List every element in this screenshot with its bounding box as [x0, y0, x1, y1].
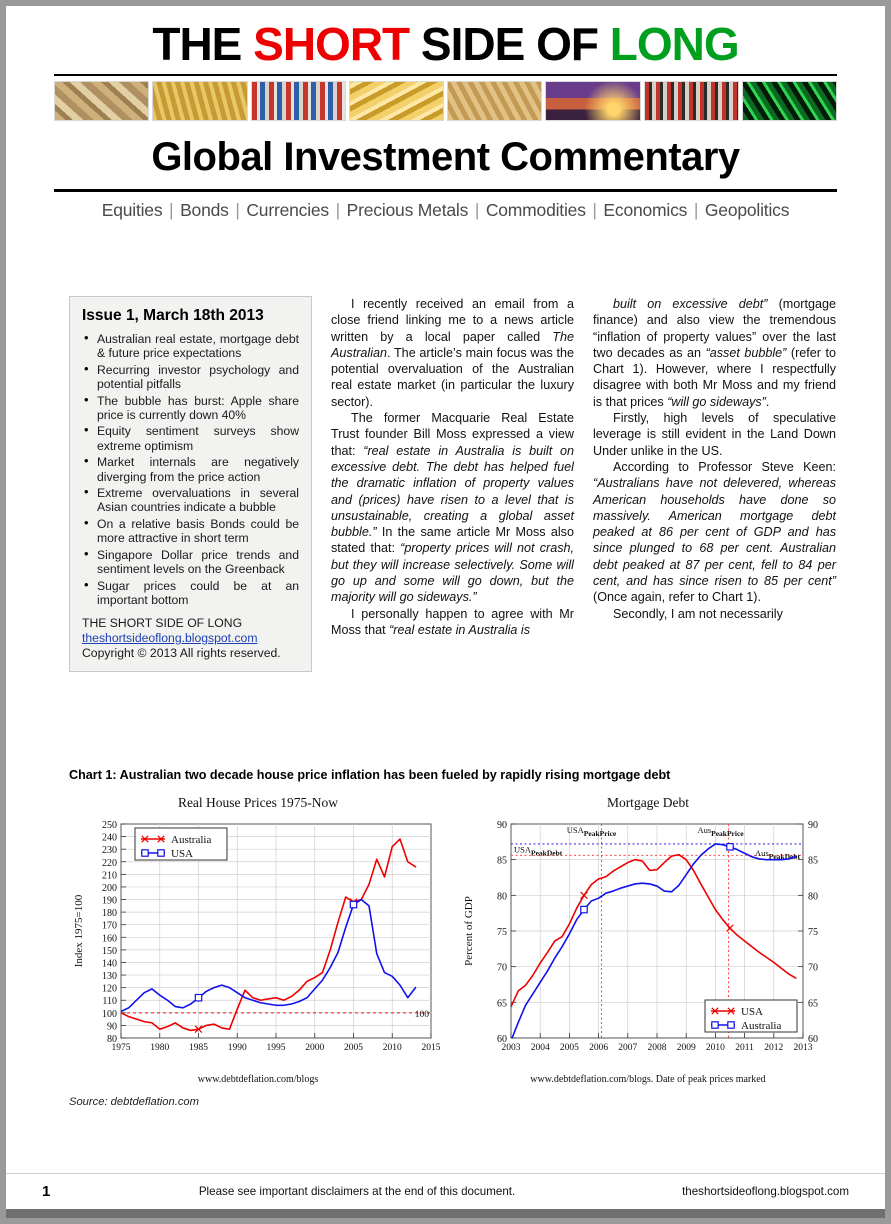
svg-text:2012: 2012 — [764, 1043, 784, 1053]
shipping-port-thumbnail — [251, 81, 346, 121]
paragraph: Secondly, I am not necessarily — [613, 606, 783, 621]
paragraph: Firstly, high levels of speculative leverage is still evident in the Land Down Under unlike in the US. — [593, 411, 836, 458]
svg-text:AusPeakPrice: AusPeakPrice — [697, 825, 744, 838]
svg-text:USA: USA — [171, 848, 194, 860]
svg-text:1995: 1995 — [266, 1043, 286, 1053]
brand-title-part-short: SHORT — [253, 18, 421, 70]
article-columns — [69, 296, 837, 672]
svg-text:80: 80 — [497, 891, 507, 903]
topic-equities: Equities — [101, 200, 163, 221]
svg-text:www.debtdeflation.com/blogs. D: www.debtdeflation.com/blogs. Date of peak prices marked — [530, 1074, 766, 1085]
masthead — [6, 6, 885, 121]
svg-text:AusPeakDebt: AusPeakDebt — [755, 847, 800, 861]
svg-text:2004: 2004 — [530, 1043, 550, 1053]
title-block — [6, 121, 885, 221]
svg-text:150: 150 — [102, 945, 117, 957]
svg-text:Australia: Australia — [171, 834, 212, 846]
mortgage-debt-svg — [459, 790, 837, 1090]
sidebar-brand-line: THE SHORT SIDE OF LONG — [82, 616, 243, 631]
svg-text:100: 100 — [414, 1009, 429, 1020]
masthead-divider — [54, 74, 837, 76]
svg-text:USAPeakPrice: USAPeakPrice — [566, 825, 617, 838]
svg-text:200: 200 — [102, 882, 117, 894]
svg-text:80: 80 — [808, 891, 818, 903]
svg-text:250: 250 — [102, 820, 117, 831]
svg-text:2008: 2008 — [647, 1043, 667, 1053]
svg-text:2005: 2005 — [559, 1043, 579, 1053]
svg-text:Percent of GDP: Percent of GDP — [463, 896, 475, 966]
svg-text:65: 65 — [808, 998, 818, 1010]
chart-block — [69, 768, 837, 1108]
thumbnail-strip — [54, 81, 837, 121]
svg-text:85: 85 — [808, 855, 818, 867]
svg-text:75: 75 — [808, 927, 818, 938]
svg-text:USA: USA — [741, 1006, 764, 1018]
topic-list: Equities | Bonds | Currencies | Precious Metals | Commodities | Economics | Geopolitics — [101, 200, 790, 221]
issue-summary-box — [69, 296, 312, 672]
svg-text:100: 100 — [102, 1008, 117, 1020]
body-column-two — [331, 296, 574, 638]
svg-text:2011: 2011 — [735, 1043, 754, 1053]
list-item: • Equity sentiment surveys show extreme optimism — [82, 424, 299, 453]
svg-text:2010: 2010 — [382, 1043, 402, 1053]
svg-text:1990: 1990 — [227, 1043, 247, 1053]
stock-chart-thumbnail — [742, 81, 837, 121]
svg-text:1985: 1985 — [189, 1043, 208, 1053]
svg-text:220: 220 — [102, 857, 117, 869]
brand-title-part-the: THE — [152, 18, 254, 70]
list-item: • Market internals are negatively diverging from the price action — [82, 455, 299, 484]
svg-text:1975: 1975 — [111, 1043, 131, 1053]
svg-text:85: 85 — [497, 855, 507, 867]
footer-disclaimer: Please see important disclaimers at the end of this document. — [198, 1184, 516, 1198]
svg-text:2009: 2009 — [676, 1043, 696, 1053]
svg-text:230: 230 — [102, 845, 117, 857]
svg-text:Mortgage Debt: Mortgage Debt — [606, 795, 690, 810]
svg-text:70: 70 — [497, 962, 507, 974]
svg-text:2015: 2015 — [421, 1043, 441, 1053]
chart-source: Source: debtdeflation.com — [69, 1096, 199, 1108]
svg-text:65: 65 — [497, 998, 507, 1010]
topic-geopolitics: Geopolitics — [704, 200, 790, 221]
paragraph: According to Professor Steve Keen: “Australians have not delevered, whereas American households have done so massively. American mortgage debt peaked at 86 per cent of GDP and has since plunged to 68 per cent. Australian debt peaked at 87 per cent, fell to 84 per cent, and has since risen to 85 per cent” (Once again, refer to Chart 1). — [593, 459, 836, 605]
svg-text:110: 110 — [102, 996, 117, 1008]
banknotes-thumbnail — [54, 81, 149, 121]
svg-text:90: 90 — [497, 820, 507, 831]
svg-text:210: 210 — [102, 870, 117, 882]
topic-bonds: Bonds — [180, 200, 229, 221]
topic-separator: | — [164, 200, 179, 221]
topic-precious-metals: Precious Metals — [346, 200, 469, 221]
svg-text:140: 140 — [102, 958, 117, 970]
list-item: • Sugar prices could be at an important bottom — [82, 579, 299, 608]
topic-commodities: Commodities — [485, 200, 586, 221]
footer-website: theshortsideoflong.blogspot.com — [682, 1184, 849, 1198]
list-item: • The bubble has burst: Apple share price is currently down 40% — [82, 394, 299, 423]
svg-text:Index 1975=100: Index 1975=100 — [73, 894, 85, 968]
svg-text:170: 170 — [102, 920, 117, 932]
trading-floor-thumbnail — [644, 81, 739, 121]
svg-text:90: 90 — [107, 1021, 117, 1033]
svg-text:www.debtdeflation.com/blogs: www.debtdeflation.com/blogs — [197, 1074, 319, 1085]
oil-rig-thumbnail — [545, 81, 640, 121]
sidebar-copyright: Copyright © 2013 All rights reserved. — [82, 645, 281, 660]
gold-bars-thumbnail — [349, 81, 444, 121]
topic-economics: Economics — [603, 200, 688, 221]
brand-title-part-sideof: SIDE OF — [420, 18, 610, 70]
chart-row — [69, 790, 837, 1090]
svg-text:80: 80 — [107, 1034, 117, 1045]
brand-title — [54, 20, 837, 68]
svg-text:190: 190 — [102, 895, 117, 907]
footer-bar — [6, 1209, 885, 1218]
page-title: Global Investment Commentary — [151, 135, 740, 180]
list-item: • Singapore Dollar price trends and sentiment levels on the Greenback — [82, 548, 299, 577]
wheat-thumbnail — [152, 81, 247, 121]
svg-text:1980: 1980 — [150, 1043, 170, 1053]
svg-text:2005: 2005 — [344, 1043, 363, 1053]
issue-bullet-list — [82, 332, 299, 607]
svg-text:USAPeakDebt: USAPeakDebt — [514, 844, 563, 858]
real-house-prices-svg — [69, 790, 447, 1090]
paragraph: I recently received an email from a close friend linking me to a news article written by a local paper called The Australian. The article’s main focus was the potential overvaluation of the Australian real estate market (in particular the luxury sector). — [331, 297, 574, 409]
list-item: • On a relative basis Bonds could be more attractive in short term — [82, 517, 299, 546]
svg-text:120: 120 — [102, 983, 117, 995]
svg-text:2003: 2003 — [501, 1043, 521, 1053]
chart-caption: Chart 1: Australian two decade house price inflation has been fueled by rapidly rising mortgage debt — [69, 768, 671, 782]
list-item: • Extreme overvaluations in several Asian countries indicate a bubble — [82, 486, 299, 515]
list-item: • Australian real estate, mortgage debt & future price expectations — [82, 332, 299, 361]
svg-text:2000: 2000 — [305, 1043, 325, 1053]
chart-real-house-prices — [69, 790, 447, 1090]
paragraph: I personally happen to agree with Mr Moss that “real estate in Australia is — [331, 606, 574, 637]
page-number: 1 — [42, 1182, 51, 1200]
construction-thumbnail — [447, 81, 542, 121]
svg-text:90: 90 — [808, 820, 818, 831]
sidebar-column — [69, 296, 312, 672]
issue-title: Issue 1, March 18th 2013 — [82, 307, 264, 324]
title-divider — [54, 189, 837, 192]
svg-text:2006: 2006 — [589, 1043, 609, 1053]
svg-text:2010: 2010 — [705, 1043, 725, 1053]
svg-text:75: 75 — [497, 927, 507, 938]
svg-text:160: 160 — [102, 933, 117, 945]
body-column-three — [593, 296, 836, 622]
page-footer — [6, 1173, 885, 1218]
svg-text:70: 70 — [808, 962, 818, 974]
brand-title-part-long: LONG — [609, 18, 739, 70]
list-item: • Recurring investor psychology and potential pitfalls — [82, 363, 299, 392]
svg-text:Real House Prices 1975-Now: Real House Prices 1975-Now — [177, 795, 339, 810]
svg-text:60: 60 — [497, 1034, 507, 1045]
paragraph: The former Macquarie Real Estate Trust founder Bill Moss expressed a view that: “real estate in Australia is built on excessive debt. The debt has helped fuel the dramatic inflation of property values and (prices) have risen to a level that is unsustainable, creating a global asset bubble.” In the same article Mr Moss also stated that: “property prices will not crash, but they will increase selectively. Some will go up and some will go down, but the majority will go sideways.” — [331, 411, 575, 605]
svg-text:130: 130 — [102, 971, 117, 983]
topic-currencies: Currencies — [246, 200, 329, 221]
svg-text:2013: 2013 — [793, 1043, 813, 1053]
chart-mortgage-debt — [459, 790, 837, 1090]
svg-text:240: 240 — [102, 832, 117, 844]
paragraph: built on excessive debt” (mortgage finance) and also view the tremendous “inflation of property values” over the last two decades as an “asset bubble” (refer to Chart 1). However, where I respectfully disagree with both Mr Moss and my friend is that prices “will go sideways”. — [593, 297, 837, 409]
svg-text:60: 60 — [808, 1034, 818, 1045]
svg-text:2007: 2007 — [618, 1043, 638, 1053]
sidebar-footer — [82, 616, 299, 660]
svg-text:Australia: Australia — [741, 1020, 782, 1032]
svg-text:180: 180 — [102, 908, 117, 920]
sidebar-website-link[interactable]: theshortsideoflong.blogspot.com — [82, 630, 258, 645]
